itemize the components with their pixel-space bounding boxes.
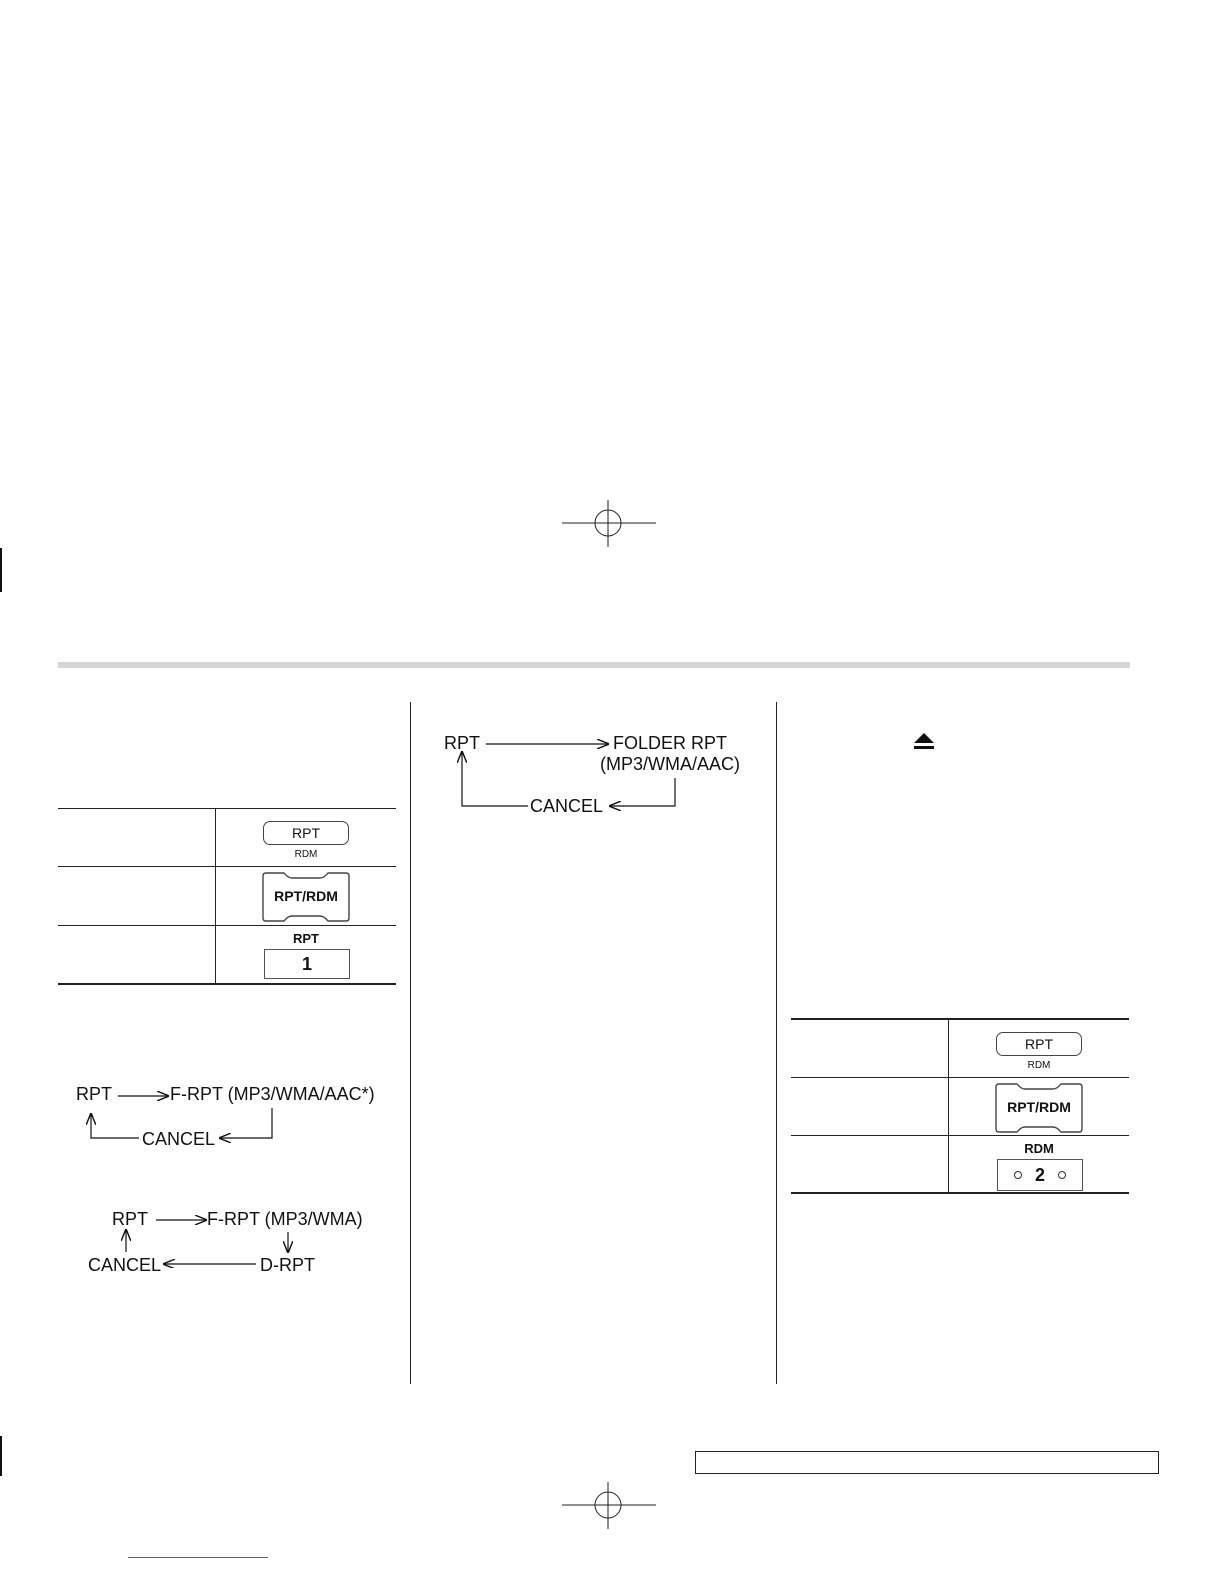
flow-a-start: RPT (76, 1084, 112, 1104)
flow-a-cancel: CANCEL (142, 1129, 216, 1149)
flow-c-next-line1: FOLDER RPT (613, 733, 728, 753)
rpt-rdm-button-right (995, 1083, 1083, 1133)
rpt-rdm-button (262, 872, 350, 922)
footer-box (695, 1451, 1159, 1474)
flow-b-third: D-RPT (260, 1255, 315, 1275)
rdm-dot-left-icon (1014, 1171, 1022, 1179)
rpt-rdm-button-right-label: RPT/RDM (1007, 1099, 1071, 1115)
flow-c-arrows (450, 736, 690, 812)
rpt-button: RPT (263, 821, 349, 845)
column-separator-2 (776, 702, 777, 1384)
rpt-button-right: RPT (996, 1032, 1082, 1056)
rdm-sub-label-right: RDM (1027, 1060, 1051, 1071)
flow-a-next: F-RPT (MP3/WMA/AAC*) (170, 1084, 375, 1104)
column-separator-1 (410, 702, 411, 1384)
flow-c-next-line2: (MP3/WMA/AAC) (600, 754, 741, 774)
left-button-table (58, 808, 396, 986)
registration-mark-bottom (560, 1482, 660, 1532)
link-underline (128, 1557, 268, 1558)
registration-mark-top (560, 500, 660, 550)
flow-b-arrows (110, 1212, 310, 1268)
rdm-indicator-label: RDM (1024, 1141, 1054, 1156)
flow-a-arrows (80, 1088, 290, 1148)
rdm-display (997, 1159, 1083, 1191)
flow-c-cancel: CANCEL (530, 796, 604, 816)
rdm-sub-label: RDM (294, 849, 318, 860)
rpt-display-value: 1 (264, 949, 350, 979)
rdm-dot-right-icon (1058, 1171, 1066, 1179)
flow-b-start: RPT (112, 1209, 148, 1229)
crop-mark-left-bottom (0, 1436, 2, 1476)
rpt-rdm-button-label: RPT/RDM (274, 888, 338, 904)
rdm-display-value: 2 (1034, 1165, 1045, 1185)
rpt-indicator-label: RPT (293, 931, 319, 946)
right-button-table (791, 1018, 1129, 1196)
eject-icon (912, 732, 936, 752)
header-bar (58, 662, 1130, 668)
crop-mark-left-top (0, 548, 2, 592)
flow-b-cancel: CANCEL (88, 1255, 162, 1275)
flow-b-next: F-RPT (MP3/WMA) (207, 1209, 363, 1229)
flow-c-start: RPT (444, 733, 480, 753)
